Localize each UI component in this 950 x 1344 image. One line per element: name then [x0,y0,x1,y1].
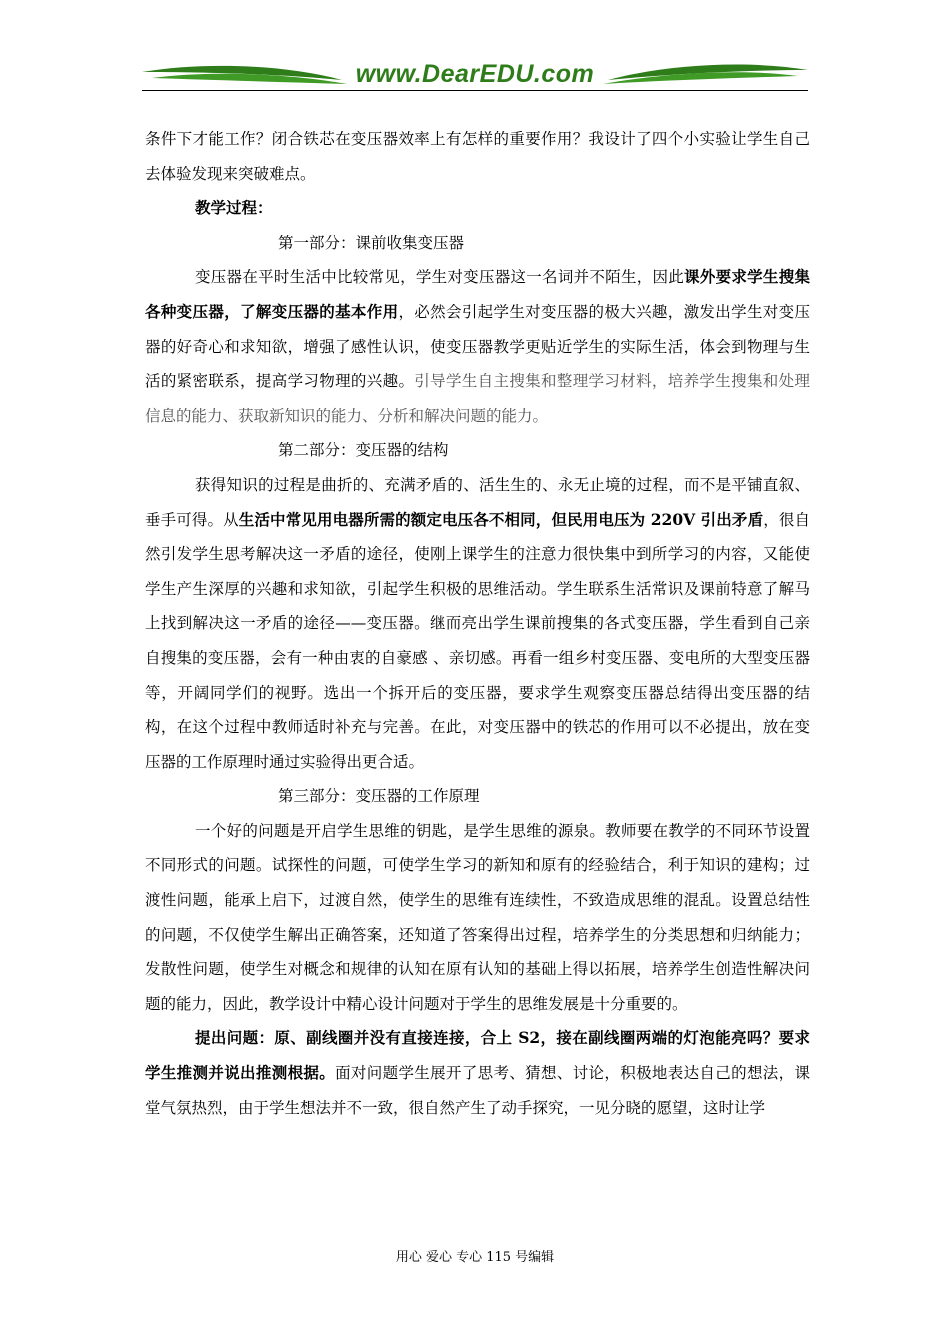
page-footer: 用心 爱心 专心 115 号编辑 [395,1250,555,1265]
text-run: ，很自然引发学生思考解决这一矛盾的途径，使刚上课学生的注意力很快集中到所学习的内容，又能使学生产生深厚的兴趣和求知欲，引起学生积极的思维活动。学生联系生活常识及课前特意了解马上找到解决这一矛盾的途径——变压器。继而亮出学生课前搜集的各式变压器，学生看到自己亲自搜集的变压器，会有一种由衷的自豪感 、亲切感。再看一组乡村变压器、变电所的大型变压器等，开阔同学们的视野。选出一个拆开后的变压器，要求学生观察变压器总结得出变压器的结构，在这个过程中教师适时补充与完善。在此，对变压器中的铁芯的作用可以不必提出，放在变压器的工作原理时通过实验得出更合适。 [145,510,810,771]
part1-title: 第一部分：课前收集变压器 [278,233,465,252]
text-run: 变压器在平时生活中比较常见，学生对变压器这一名词并不陌生，因此 [195,268,685,287]
section-heading-teaching-process: 教学过程： [195,198,273,218]
site-title: www.DearEDU.com [355,60,595,88]
header-divider [142,90,808,91]
text-run: 面对问题学生展开了思考、猜想、讨论，积极地表达自己的想法，课堂气氛热烈，由于学生想法并不一致，很自然产生了动手探究，一见分晓的愿望，这时让学 [145,1064,810,1117]
bold-run: 生活中常见用电器所需的额定电压各不相同，但民用电压为 220V 引出矛盾 [238,509,764,529]
text-run: 获得知识的过程是曲折的、充满矛盾的、活生生的、永无止境的过程，而不是平铺直叙、垂手可得。从 [145,475,810,529]
text-run: ，必然会引起学生对变压器的极大兴趣，激发出学生对变压器的好奇心和求知欲，增强了感性认识，使变压器教学更贴近学生的实际生活，体会到物理与生活的紧密联系，提高学习物理的兴趣。 [145,302,810,391]
part2-title: 第二部分：变压器的结构 [278,441,449,460]
text-run-gray: 引导学生自主搜集和整理学习材料，培养学生搜集和处理信息的能力、获取新知识的能力、分析和解决问题的能力。 [145,372,810,425]
document-body [145,122,810,1125]
bold-run: 提出问题：原、副线圈并没有直接连接，合上 S2，接在副线圈两端的灯泡能亮吗？要求学生推测并说出推测根据。 [145,1028,810,1083]
bold-run: 课外要求学生搜集各种变压器，了解变压器的基本作用 [145,267,810,321]
paragraph-part3: 一个好的问题是开启学生思维的钥匙，是学生思维的源泉。教师要在教学的不同环节设置不同形式的问题。试探性的问题，可使学生学习的新知和原有的经验结合，利于知识的建构；过渡性问题，能承上启下，过渡自然，使学生的思维有连续性，不致造成思维的混乱。设置总结性的问题，不仅使学生解出正确答案，还知道了答案得出过程，培养学生的分类思想和归纳能力；发散性问题，使学生对概念和规律的认知在原有认知的基础上得以拓展，培养学生创造性解决问题的能力，因此，教学设计中精心设计问题对于学生的思维发展是十分重要的。 [145,821,810,1013]
paragraph-question [145,1021,810,1125]
paragraph-part2 [145,468,810,779]
paragraph-intro: 条件下才能工作？闭合铁芯在变压器效率上有怎样的重要作用？我设计了四个小实验让学生自己去体验发现来突破难点。 [145,130,810,183]
part3-title: 第三部分：变压器的工作原理 [278,787,480,806]
page-header [142,58,808,94]
paragraph-part1 [145,260,810,433]
